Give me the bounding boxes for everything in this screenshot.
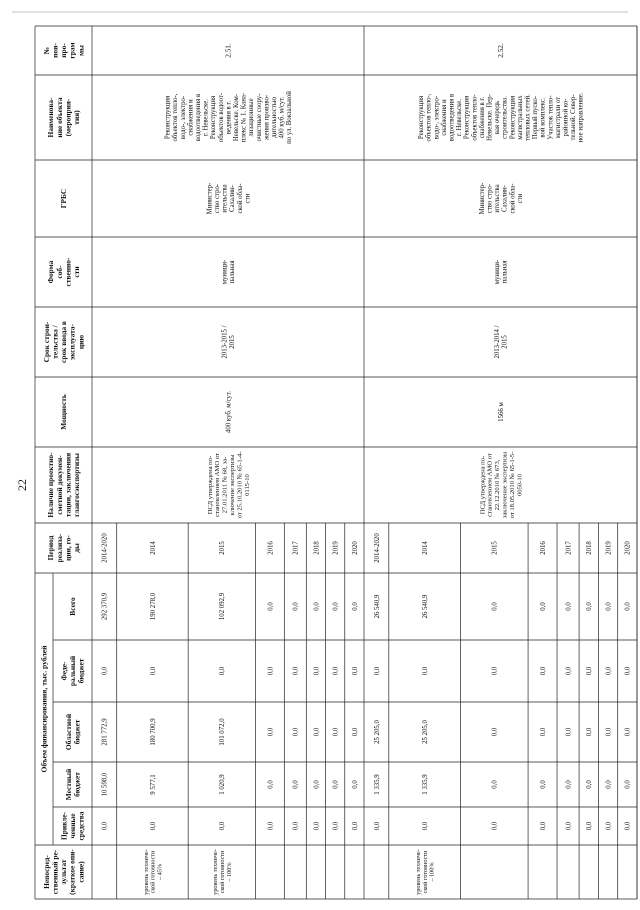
col-header-number: №пои-про-граммы — [41, 42, 86, 59]
row-number: 2.51. — [224, 43, 233, 58]
private-value: 0,0 — [332, 821, 340, 831]
term-value: 2013-2015 /2015 — [221, 325, 237, 359]
total-value: 0,0 — [332, 602, 340, 611]
federal-value: 0,0 — [624, 666, 632, 676]
total-value: 292 370,9 — [101, 592, 109, 621]
private-value: 0,0 — [605, 821, 613, 831]
federal-value: 0,0 — [101, 666, 109, 676]
total-value: 0,0 — [624, 602, 632, 611]
local-value: 1 335,9 — [373, 774, 381, 795]
total-value: 26 540,9 — [373, 594, 381, 619]
total-value: 0,0 — [292, 602, 300, 611]
total-value: 0,0 — [565, 602, 573, 611]
col-header-private: Привле-ченныесредства — [59, 811, 86, 841]
private-value: 0,0 — [565, 821, 573, 831]
period-value: 2018 — [313, 541, 321, 555]
total-value: 0,0 — [605, 602, 613, 611]
local-value: 9 577,1 — [149, 774, 157, 795]
grbs-value: Министер-ство стро-ительстваСахалин-ской обла-сти — [478, 182, 524, 215]
local-value: 0,0 — [605, 780, 613, 789]
local-value: 1 020,9 — [219, 774, 227, 795]
local-value: 0,0 — [313, 780, 321, 789]
federal-value: 0,0 — [422, 666, 430, 676]
federal-value: 0,0 — [586, 666, 594, 676]
col-header-ownership: Формасоб-ственно-сти — [46, 257, 81, 287]
local-value: 0,0 — [292, 780, 300, 789]
period-value: 2015 — [219, 541, 227, 555]
regional-value: 0,0 — [586, 727, 594, 737]
total-value: 0,0 — [491, 602, 499, 611]
period-value: 2016 — [539, 541, 547, 555]
private-value: 0,0 — [267, 821, 275, 831]
federal-value: 0,0 — [351, 666, 359, 676]
local-value: 0,0 — [351, 780, 359, 789]
private-value: 0,0 — [586, 821, 594, 831]
rotated-table — [15, 26, 637, 899]
local-value: 0,0 — [539, 780, 547, 789]
federal-value: 0,0 — [565, 666, 573, 676]
regional-value: 0,0 — [313, 727, 321, 737]
grbs-value: Министер-ство стро-ительстваСахалин-ской обла-сти — [206, 182, 252, 215]
col-header-name: Наименова-ние объекта(мероприя-тия) — [46, 97, 81, 138]
federal-value: 0,0 — [491, 666, 499, 676]
period-value: 2017 — [565, 541, 573, 555]
regional-value: 180 700,9 — [149, 718, 157, 746]
period-value: 2014-2020 — [373, 533, 381, 563]
federal-value: 0,0 — [332, 666, 340, 676]
col-header-documentation: Наличие проектно-сметной докумен-тации, заключенияглавгосэкспертизы — [46, 452, 81, 518]
local-value: 0,0 — [332, 780, 340, 789]
private-value: 0,0 — [491, 821, 499, 831]
regional-value: 0,0 — [292, 727, 300, 737]
local-value: 0,0 — [267, 780, 275, 789]
documentation-value: ПСД утверждена по-становлением АМО от22.12.2010 № 673,заключение экспертизыот 18.05.2010 № 65-1-5-0050-10 — [479, 451, 524, 519]
private-value: 0,0 — [313, 821, 321, 831]
regional-value: 101 072,0 — [219, 718, 227, 746]
federal-value: 0,0 — [539, 666, 547, 676]
period-value: 2020 — [351, 541, 359, 555]
total-value: 190 278,0 — [149, 592, 157, 621]
total-value: 26 540,9 — [422, 594, 430, 619]
federal-value: 0,0 — [605, 666, 613, 676]
regional-value: 281 772,9 — [101, 718, 109, 746]
regional-value: 0,0 — [605, 727, 613, 737]
period-value: 2017 — [292, 541, 300, 555]
local-value: 0,0 — [491, 780, 499, 789]
private-value: 0,0 — [624, 821, 632, 831]
local-value: 0,0 — [624, 780, 632, 789]
capacity-value: 400 куб. м/сут. — [225, 391, 233, 433]
result-value: уровень техниче-ской готовности– 100% — [212, 849, 233, 895]
total-value: 0,0 — [586, 602, 594, 611]
regional-value: 0,0 — [351, 727, 359, 737]
federal-value: 0,0 — [219, 666, 227, 676]
row-number: 2.52. — [497, 43, 506, 58]
private-value: 0,0 — [101, 821, 109, 831]
result-value: уровень техниче-ской готовности– 45% — [142, 849, 164, 895]
regional-value: 0,0 — [565, 727, 573, 737]
private-value: 0,0 — [351, 821, 359, 831]
local-value: 0,0 — [586, 780, 594, 789]
regional-value: 25 205,0 — [422, 720, 430, 744]
local-value: 10 598,0 — [101, 772, 109, 797]
period-value: 2019 — [605, 541, 613, 555]
federal-value: 0,0 — [292, 666, 300, 676]
col-header-federal: Феде-ральныйбюджет — [59, 655, 86, 687]
term-value: 2013-2014 /2015 — [494, 325, 509, 359]
period-value: 2014 — [149, 541, 157, 555]
col-header-regional: Областнойбюджет — [63, 713, 82, 751]
col-header-result: Непосред-ственный ре-зультат(краткое опи-сание) — [41, 849, 86, 895]
federal-value: 0,0 — [149, 666, 157, 676]
regional-value: 25 205,0 — [373, 720, 381, 744]
period-value: 2014-2020 — [101, 533, 109, 563]
page-number: 22 — [15, 479, 30, 491]
regional-value: 0,0 — [332, 727, 340, 737]
total-value: 0,0 — [351, 602, 359, 611]
col-header-term: Срок строи-тельства /срок ввода вэксплуата-цию — [41, 321, 86, 363]
documentation-value: ПСД утверждена по-становлением АМО от27.01.2011 № 68, за-ключение экспертизыот 25.10.2010 № 65-1-4-0115-10 — [206, 451, 251, 519]
private-value: 0,0 — [219, 821, 227, 831]
federal-value: 0,0 — [373, 666, 381, 676]
local-value: 1 335,9 — [422, 774, 430, 795]
col-header-funding-group: Объем финансирования, тыс. рублей — [39, 645, 49, 773]
regional-value: 0,0 — [624, 727, 632, 737]
period-value: 2016 — [267, 541, 275, 555]
regional-value: 0,0 — [491, 727, 499, 737]
private-value: 0,0 — [149, 821, 157, 831]
total-value: 102 092,9 — [219, 592, 227, 621]
private-value: 0,0 — [422, 821, 430, 831]
total-value: 0,0 — [267, 602, 275, 611]
col-header-local: Местныйбюджет — [63, 768, 82, 801]
object-name: Реконструкцияобъектов тепло-,водо-, электро-снабжения иводоотведения вг. Невельске.Реконструкцияобъектов тепло-снабжения в г.Невельске. Пер-вая очередьстроительства.Реконструкциямагистральныхтепловых сетей.Первый пуско-вой комплекс.Участок тепло-магистрали отрайонной ко-тельной. Север-ное направление. — [418, 92, 585, 143]
capacity-value: 1566 м — [497, 402, 505, 422]
col-header-grbs: ГРБС — [59, 188, 69, 209]
regional-value: 0,0 — [267, 727, 275, 737]
object-name: Реконструкцияобъектов тепло-,водо-, электро-снабжения иводоотведения вг. Невельске.Реконструкцияобъектов водоот-ведения в г.Невельске. Ком-плекс № 1. Кана-лизационныеочистные соору-жения произво-дительностью400 куб. м/сут.по ул. Вокзальной — [164, 91, 294, 144]
local-value: 0,0 — [565, 780, 573, 789]
period-value: 2019 — [332, 541, 340, 555]
period-value: 2018 — [586, 541, 594, 555]
col-header-period: Периодреализа-ции, го-ды — [46, 533, 81, 563]
private-value: 0,0 — [292, 821, 300, 831]
period-value: 2014 — [422, 541, 430, 555]
regional-value: 0,0 — [539, 727, 547, 737]
private-value: 0,0 — [539, 821, 547, 831]
period-value: 2015 — [491, 541, 499, 555]
period-value: 2020 — [624, 541, 632, 555]
ownership-value: муници-пальная — [494, 259, 509, 285]
total-value: 0,0 — [313, 602, 321, 611]
col-header-capacity: Мощность — [59, 394, 69, 430]
total-value: 0,0 — [539, 602, 547, 611]
col-header-total: Всего — [68, 597, 78, 616]
federal-value: 0,0 — [313, 666, 321, 676]
ownership-value: муници-пальная — [221, 259, 237, 285]
result-value: уровень техниче-ской готовности– 100% — [415, 849, 436, 895]
federal-value: 0,0 — [267, 666, 275, 676]
private-value: 0,0 — [373, 821, 381, 831]
